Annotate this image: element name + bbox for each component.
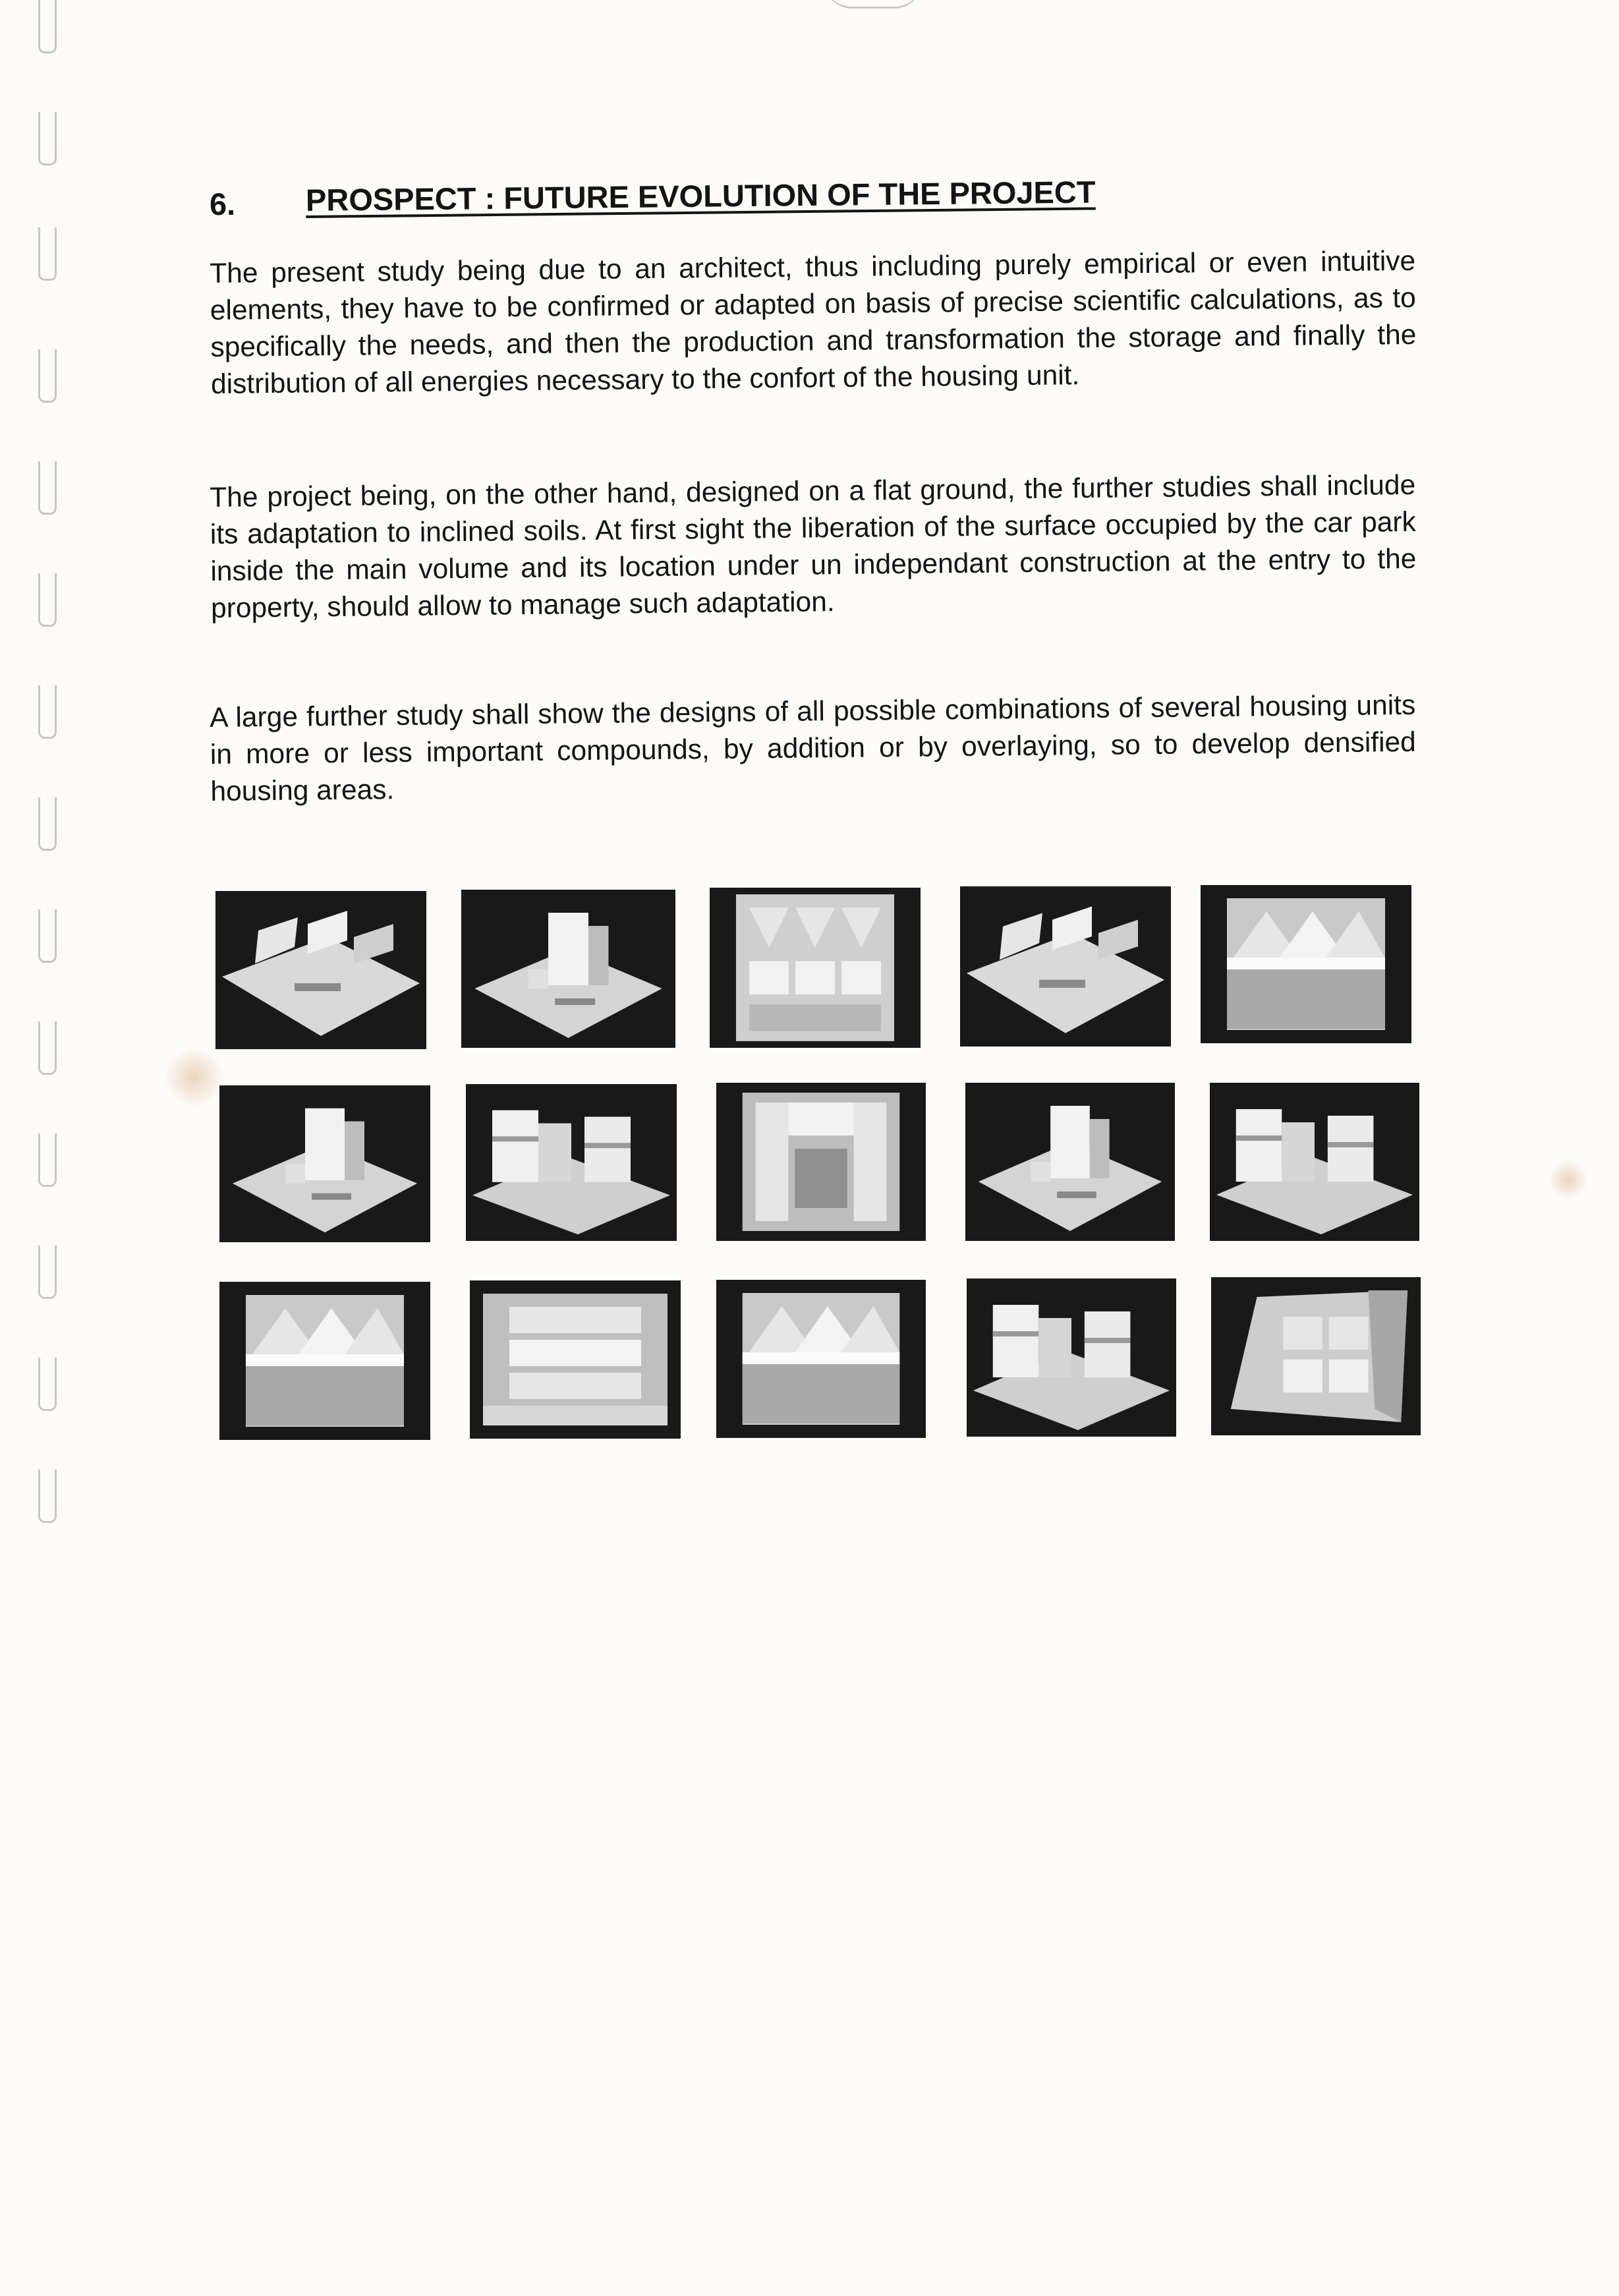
binding-hole: [38, 1470, 57, 1523]
binding-hole: [38, 685, 57, 739]
binding-hole: [38, 1021, 57, 1075]
model-photo: [461, 890, 675, 1048]
model-photo: [470, 1280, 681, 1439]
model-photo: [967, 1278, 1176, 1437]
binding-hole: [38, 0, 57, 53]
paragraph: The present study being due to an architect, thus including purely empirical or even intuitive elements, they have to be confirmed or adapted on basis of precise scientific calculations, as to specifically the needs, and then the production and transformation the storage and finally the distribution of all energies necessary to the confort of the housing unit.: [210, 245, 1417, 400]
model-photo: [710, 888, 921, 1048]
model-photo: [716, 1280, 926, 1438]
model-photo: [219, 1282, 430, 1440]
model-photo: [965, 1083, 1175, 1241]
binding-hole: [38, 909, 57, 963]
model-photo: [466, 1084, 677, 1241]
paper-stain: [165, 1048, 224, 1107]
paper-stain: [1548, 1160, 1588, 1199]
section-heading: [210, 174, 1198, 224]
model-photo: [1201, 885, 1411, 1043]
paragraph: A large further study shall show the designs of all possible combinations of several housing units in more or less important compounds, by addition or by overlaying, so to develop densified housing areas.: [210, 689, 1417, 807]
model-photo: [716, 1083, 926, 1241]
binding-hole: [38, 227, 57, 281]
binding-hole: [38, 1358, 57, 1411]
scan-edge-mark: [824, 0, 923, 9]
binding-hole: [38, 461, 57, 515]
model-photo: [960, 886, 1171, 1047]
binding-holes: [0, 0, 92, 2296]
section-title: PROSPECT : FUTURE EVOLUTION OF THE PROJECT: [305, 174, 1096, 217]
model-photo: [1211, 1277, 1421, 1435]
binding-hole: [38, 1246, 57, 1299]
binding-hole: [38, 1134, 57, 1187]
binding-hole: [38, 349, 57, 403]
section-number: 6.: [210, 187, 236, 221]
model-photo: [1210, 1083, 1419, 1241]
binding-hole: [38, 112, 57, 165]
paragraph: The project being, on the other hand, designed on a flat ground, the further studies shall include its adaptation to inclined soils. At first sight the liberation of the surface occupied by the car park inside the main volume and its location under un independant construction at the entry to the property, should allow to manage such adaptation.: [210, 469, 1417, 624]
model-photo: [219, 1085, 430, 1242]
binding-hole: [38, 797, 57, 851]
binding-hole: [38, 573, 57, 627]
model-photo: [215, 891, 426, 1049]
